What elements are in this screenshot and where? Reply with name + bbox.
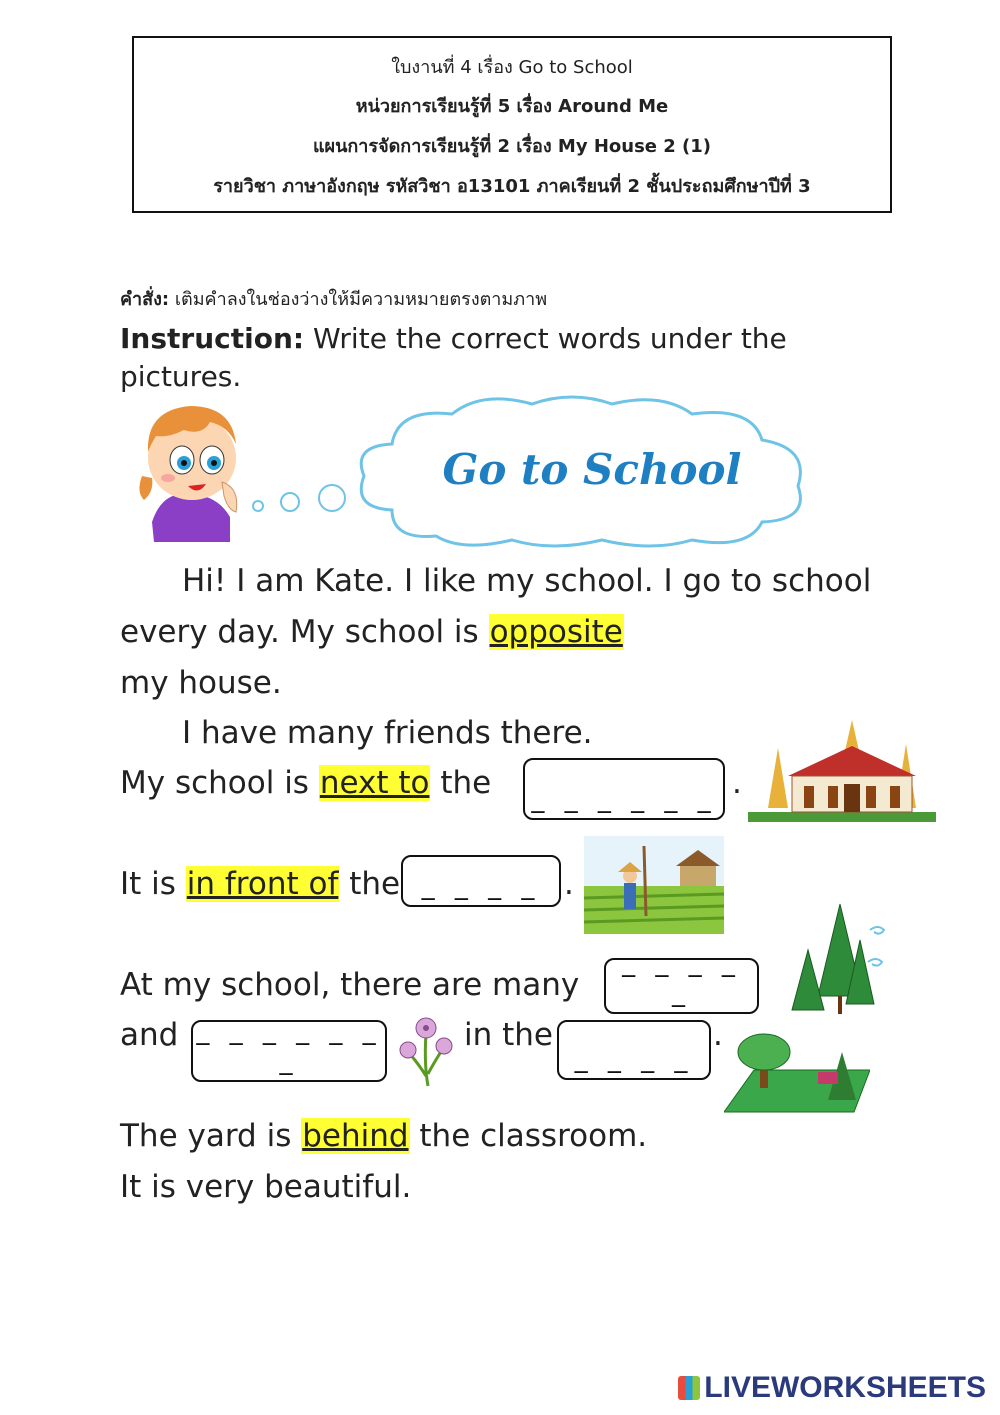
- english-instruction-text: Write the correct words under the pictures.: [120, 322, 787, 393]
- story-line-6-the: the: [339, 866, 401, 902]
- flower-illustration: [396, 1014, 460, 1088]
- period-3: .: [713, 1017, 723, 1053]
- highlight-next-to: next to: [319, 765, 430, 801]
- unit-title: หน่วยการเรียนรู้ที่ 5 เรื่อง Around Me: [355, 96, 669, 117]
- story-line-8-in-the: in the: [464, 1017, 553, 1053]
- answer-box-yard[interactable]: [557, 1020, 711, 1080]
- header-box: [132, 36, 892, 213]
- period-2: .: [564, 866, 574, 902]
- answer-box-trees-placeholder: _ _ _ _ _: [622, 948, 741, 1008]
- highlight-in-front-of: in front of: [186, 866, 339, 902]
- answer-box-trees[interactable]: [604, 948, 759, 1014]
- farm-illustration: [584, 836, 724, 934]
- english-instruction: [120, 320, 820, 396]
- liveworksheets-logo-text: LIVEWORKSHEETS: [704, 1371, 986, 1404]
- thai-instruction-label: คำสั่ง:: [120, 289, 170, 310]
- story-line-6: [120, 866, 400, 902]
- story-line-9-text: The yard is: [120, 1118, 302, 1154]
- story-line-9: [120, 1118, 647, 1154]
- lesson-plan-title: แผนการจัดการเรียนรู้ที่ 2 เรื่อง My House 2 (1): [312, 136, 712, 157]
- answer-box-yard-placeholder: _ _ _ _: [574, 1044, 694, 1074]
- story-line-5-text: My school is: [120, 765, 319, 801]
- story-line-2: [120, 614, 624, 650]
- thai-instruction: [120, 284, 547, 313]
- story-line-3: my house.: [120, 665, 282, 701]
- answer-box-farm-placeholder: _ _ _ _: [421, 871, 541, 901]
- trees-illustration: [788, 900, 888, 1020]
- liveworksheets-logo: [678, 1371, 986, 1405]
- cloud-title: Go to School: [442, 445, 742, 494]
- highlight-behind: behind: [302, 1118, 409, 1154]
- answer-box-flowers[interactable]: [191, 1016, 387, 1082]
- story-line-10: It is very beautiful.: [120, 1169, 412, 1205]
- answer-box-temple-placeholder: _ _ _ _ _ _: [531, 784, 717, 814]
- answer-box-temple[interactable]: [523, 758, 725, 820]
- story-line-7: At my school, there are many: [120, 967, 580, 1003]
- thought-bubbles-icon: [248, 480, 358, 520]
- course-info: รายวิชา ภาษาอังกฤษ รหัสวิชา อ13101 ภาคเรียนที่ 2 ชั้นประถมศึกษาปีที่ 3: [213, 176, 811, 197]
- story-line-5: [120, 765, 491, 801]
- story-line-1: Hi! I am Kate. I like my school. I go to school: [182, 563, 872, 599]
- liveworksheets-logo-mark-icon: [678, 1376, 700, 1400]
- temple-illustration: [748, 718, 936, 822]
- period-1: .: [732, 765, 742, 801]
- story-line-5-the: the: [430, 765, 492, 801]
- story-line-8-and: and: [120, 1017, 179, 1053]
- story-line-4: I have many friends there.: [182, 715, 593, 751]
- yard-illustration: [724, 1030, 870, 1116]
- story-line-9-end: the classroom.: [409, 1118, 648, 1154]
- title-cloud: [352, 390, 814, 552]
- worksheet-title: ใบงานที่ 4 เรื่อง Go to School: [391, 57, 633, 78]
- thai-instruction-text: เติมคำลงในช่องว่างให้มีความหมายตรงตามภาพ: [169, 289, 548, 310]
- highlight-opposite: opposite: [489, 614, 623, 650]
- story-line-2-text: every day. My school is: [120, 614, 489, 650]
- answer-box-farm[interactable]: [401, 855, 561, 907]
- story-line-6-text: It is: [120, 866, 186, 902]
- answer-box-flowers-placeholder: _ _ _ _ _ _ _: [196, 1016, 382, 1076]
- thinking-girl-illustration: [132, 392, 252, 547]
- english-instruction-label: Instruction:: [120, 322, 305, 355]
